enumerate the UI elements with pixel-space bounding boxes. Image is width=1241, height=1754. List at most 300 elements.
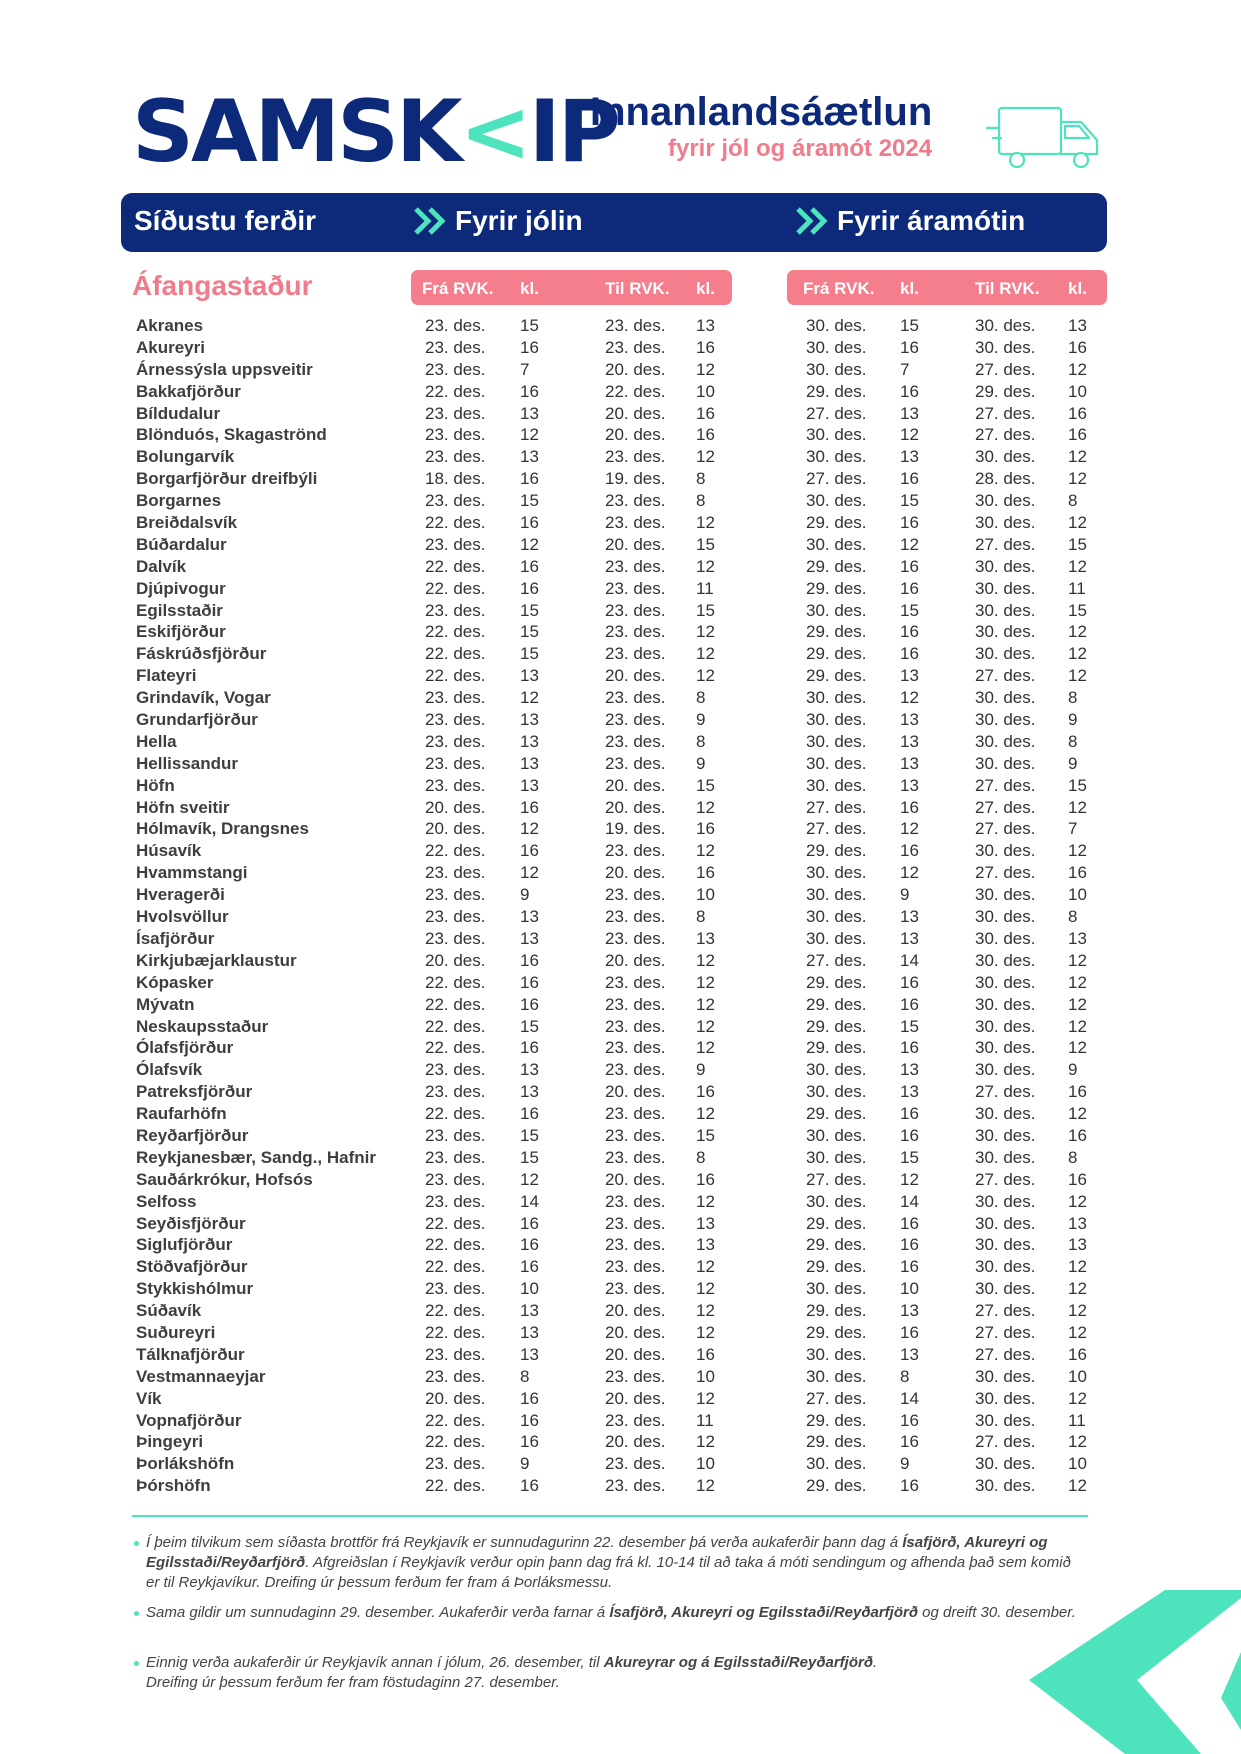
cell-to-rvk-time: 12 — [1068, 1476, 1087, 1496]
cell-from-rvk-date: 23. des. — [425, 1169, 486, 1189]
cell-to-rvk-time: 8 — [1068, 688, 1078, 708]
cell-from-rvk-time: 16 — [900, 1104, 919, 1124]
cell-to-rvk-time: 16 — [696, 403, 715, 423]
cell-to-rvk-date: 30. des. — [975, 1191, 1036, 1211]
cell-from-rvk-date: 30. des. — [806, 1125, 867, 1145]
cell-to-rvk-date: 27. des. — [975, 1301, 1036, 1321]
cell-destination: Ísafjörður — [136, 928, 215, 948]
cell-from-rvk-date: 22. des. — [425, 1410, 486, 1430]
cell-to-rvk-date: 27. des. — [975, 666, 1036, 686]
cell-to-rvk-time: 12 — [1068, 447, 1087, 467]
cell-to-rvk-time: 11 — [696, 1410, 714, 1430]
cell-to-rvk-date: 30. des. — [975, 556, 1036, 576]
cell-to-rvk-time: 16 — [1068, 1169, 1087, 1189]
cell-destination: Borgarfjörður dreifbýli — [136, 469, 318, 489]
cell-to-rvk-time: 12 — [696, 994, 715, 1014]
note-emphasis: Ísafjörð, Akureyri og Egilsstaði/Reyðarfjörð — [609, 1604, 918, 1621]
destination-header: Áfangastaður — [132, 270, 313, 301]
cell-from-rvk-time: 16 — [520, 513, 539, 533]
cell-to-rvk-date: 30. des. — [975, 1388, 1036, 1408]
cell-from-rvk-date: 22. des. — [425, 578, 486, 598]
cell-destination: Hveragerði — [136, 885, 225, 905]
cell-destination: Grindavík, Vogar — [136, 688, 271, 708]
cell-to-rvk-time: 10 — [696, 885, 715, 905]
cell-to-rvk-date: 23. des. — [605, 644, 666, 664]
cell-from-rvk-time: 12 — [520, 819, 539, 839]
cell-from-rvk-time: 16 — [520, 1257, 539, 1277]
note-text: . Afgreiðslan í Reykjavík verður opin þann dag frá kl. 10-14 til að taka á móti sendingum og afhenda það sem komið er til Reykjavíkur. Dreifing úr þessum ferðum fer fram á Þorláksmessu. — [146, 1554, 1071, 1591]
cell-to-rvk-time: 10 — [696, 1454, 715, 1474]
last-trips-label: Síðustu ferðir — [134, 205, 317, 236]
cell-from-rvk-date: 30. des. — [806, 731, 867, 751]
cell-destination: Ólafsfjörður — [136, 1038, 234, 1058]
table-row — [0, 928, 1241, 950]
cell-from-rvk-date: 23. des. — [425, 447, 486, 467]
cell-to-rvk-time: 12 — [696, 1279, 715, 1299]
cell-to-rvk-date: 20. des. — [605, 1322, 666, 1342]
cell-from-rvk-time: 8 — [900, 1366, 910, 1386]
cell-to-rvk-date: 30. des. — [975, 928, 1036, 948]
cell-to-rvk-time: 12 — [1068, 556, 1087, 576]
footnote — [146, 1533, 1086, 1593]
cell-to-rvk-time: 13 — [1068, 1213, 1087, 1233]
cell-from-rvk-time: 16 — [900, 644, 919, 664]
cell-to-rvk-date: 27. des. — [975, 359, 1036, 379]
cell-from-rvk-time: 13 — [900, 447, 919, 467]
cell-from-rvk-date: 22. des. — [425, 1016, 486, 1036]
cell-from-rvk-date: 29. des. — [806, 666, 867, 686]
cell-from-rvk-time: 12 — [900, 863, 919, 883]
cell-to-rvk-time: 12 — [696, 950, 715, 970]
cell-from-rvk-time: 13 — [900, 1344, 919, 1364]
cell-to-rvk-date: 23. des. — [605, 1038, 666, 1058]
cell-to-rvk-time: 12 — [696, 797, 715, 817]
cell-from-rvk-date: 30. des. — [806, 1344, 867, 1364]
cell-from-rvk-date: 20. des. — [425, 1388, 486, 1408]
cell-from-rvk-date: 23. des. — [425, 885, 486, 905]
note-text: Í þeim tilvikum sem síðasta brottför frá Reykjavík er sunnudagurinn 22. desember þá verða aukaferðir þann dag á — [146, 1534, 903, 1551]
table-row — [0, 359, 1241, 381]
cell-to-rvk-time: 12 — [1068, 1322, 1087, 1342]
cell-destination: Akranes — [136, 316, 204, 335]
table-row — [0, 1322, 1241, 1344]
cell-to-rvk-date: 23. des. — [605, 1060, 666, 1080]
table-row — [0, 1103, 1241, 1125]
table-row — [0, 621, 1241, 643]
cell-from-rvk-date: 27. des. — [806, 1169, 867, 1189]
cell-to-rvk-date: 23. des. — [605, 1410, 666, 1430]
cell-to-rvk-time: 12 — [1068, 666, 1087, 686]
cell-from-rvk-date: 29. des. — [806, 578, 867, 598]
table-row — [0, 600, 1241, 622]
table-row — [0, 534, 1241, 556]
cell-from-rvk-time: 13 — [520, 710, 539, 730]
cell-from-rvk-date: 30. des. — [806, 1060, 867, 1080]
cell-destination: Tálknafjörður — [136, 1344, 245, 1364]
cell-from-rvk-date: 23. des. — [425, 600, 486, 620]
cell-from-rvk-time: 16 — [900, 994, 919, 1014]
cell-from-rvk-date: 23. des. — [425, 359, 486, 379]
col-to-rvk: Til RVK. — [605, 279, 670, 298]
table-row — [0, 556, 1241, 578]
cell-destination: Bakkafjörður — [136, 381, 241, 401]
cell-from-rvk-date: 27. des. — [806, 403, 867, 423]
cell-from-rvk-time: 13 — [900, 1301, 919, 1321]
cell-from-rvk-date: 30. des. — [806, 534, 867, 554]
cell-to-rvk-date: 30. des. — [975, 316, 1036, 335]
cell-from-rvk-time: 16 — [520, 1432, 539, 1452]
table-row — [0, 424, 1241, 446]
cell-to-rvk-date: 23. des. — [605, 513, 666, 533]
cell-to-rvk-time: 12 — [696, 841, 715, 861]
cell-from-rvk-time: 12 — [900, 1169, 919, 1189]
cell-to-rvk-time: 12 — [1068, 841, 1087, 861]
cell-from-rvk-date: 29. des. — [806, 644, 867, 664]
cell-from-rvk-date: 30. des. — [806, 863, 867, 883]
cell-destination: Raufarhöfn — [136, 1104, 227, 1124]
cell-to-rvk-date: 23. des. — [605, 578, 666, 598]
cell-to-rvk-date: 30. des. — [975, 600, 1036, 620]
cell-destination: Dalvík — [136, 556, 187, 576]
table-row — [0, 643, 1241, 665]
cell-to-rvk-time: 10 — [1068, 885, 1087, 905]
cell-to-rvk-time: 12 — [1068, 797, 1087, 817]
cell-to-rvk-time: 12 — [696, 1104, 715, 1124]
cell-destination: Egilsstaðir — [136, 600, 223, 620]
note-bullet — [134, 1611, 139, 1616]
cell-to-rvk-date: 23. des. — [605, 1213, 666, 1233]
divider — [132, 1515, 1088, 1517]
cell-from-rvk-time: 13 — [520, 666, 539, 686]
cell-to-rvk-time: 13 — [1068, 316, 1087, 335]
cell-from-rvk-date: 22. des. — [425, 666, 486, 686]
cell-destination: Suðureyri — [136, 1322, 216, 1342]
cell-from-rvk-date: 22. des. — [425, 994, 486, 1014]
cell-from-rvk-date: 23. des. — [425, 1279, 486, 1299]
cell-to-rvk-time: 9 — [696, 753, 706, 773]
cell-from-rvk-date: 30. des. — [806, 600, 867, 620]
cell-to-rvk-time: 12 — [696, 644, 715, 664]
cell-to-rvk-time: 12 — [696, 1476, 715, 1496]
cell-to-rvk-date: 27. des. — [975, 1322, 1036, 1342]
cell-to-rvk-time: 9 — [696, 1060, 706, 1080]
table-row — [0, 1344, 1241, 1366]
cell-destination: Siglufjörður — [136, 1235, 233, 1255]
cell-to-rvk-time: 10 — [1068, 381, 1087, 401]
cell-from-rvk-date: 30. des. — [806, 688, 867, 708]
cell-from-rvk-date: 23. des. — [425, 1082, 486, 1102]
cell-from-rvk-date: 29. des. — [806, 381, 867, 401]
cell-from-rvk-date: 29. des. — [806, 556, 867, 576]
cell-to-rvk-date: 23. des. — [605, 1191, 666, 1211]
cell-from-rvk-time: 16 — [900, 1213, 919, 1233]
cell-to-rvk-time: 12 — [1068, 950, 1087, 970]
note-emphasis: Akureyrar og á Egilsstaði/Reyðarfjörð — [603, 1654, 873, 1671]
cell-from-rvk-date: 30. des. — [806, 1082, 867, 1102]
table-row — [0, 1278, 1241, 1300]
cell-from-rvk-date: 20. des. — [425, 819, 486, 839]
table-row — [0, 753, 1241, 775]
cell-to-rvk-date: 27. des. — [975, 1344, 1036, 1364]
cell-to-rvk-date: 27. des. — [975, 819, 1036, 839]
cell-from-rvk-time: 9 — [900, 1454, 910, 1474]
cell-from-rvk-time: 16 — [520, 1388, 539, 1408]
col-time: kl. — [900, 279, 919, 298]
cell-to-rvk-date: 30. des. — [975, 753, 1036, 773]
table-row — [0, 1300, 1241, 1322]
cell-to-rvk-date: 30. des. — [975, 710, 1036, 730]
cell-destination: Hvammstangi — [136, 863, 248, 883]
cell-from-rvk-time: 15 — [520, 622, 539, 642]
cell-from-rvk-date: 29. des. — [806, 972, 867, 992]
cell-to-rvk-date: 30. des. — [975, 447, 1036, 467]
table-row — [0, 1016, 1241, 1038]
cell-from-rvk-time: 16 — [900, 381, 919, 401]
cell-to-rvk-date: 27. des. — [975, 797, 1036, 817]
cell-to-rvk-date: 30. des. — [975, 1366, 1036, 1386]
cell-from-rvk-time: 15 — [520, 600, 539, 620]
cell-destination: Höfn — [136, 775, 175, 795]
cell-to-rvk-time: 12 — [1068, 359, 1087, 379]
cell-from-rvk-time: 16 — [900, 1125, 919, 1145]
cell-to-rvk-time: 12 — [696, 1038, 715, 1058]
cell-to-rvk-time: 12 — [1068, 1191, 1087, 1211]
cell-to-rvk-time: 16 — [696, 1344, 715, 1364]
cell-to-rvk-date: 19. des. — [605, 819, 666, 839]
cell-from-rvk-date: 22. des. — [425, 841, 486, 861]
cell-destination: Eskifjörður — [136, 622, 226, 642]
cell-destination: Neskaupsstaður — [136, 1016, 269, 1036]
cell-from-rvk-time: 13 — [520, 1082, 539, 1102]
cell-from-rvk-date: 23. des. — [425, 316, 486, 335]
cell-from-rvk-time: 16 — [520, 797, 539, 817]
cell-from-rvk-time: 12 — [520, 1169, 539, 1189]
cell-from-rvk-time: 16 — [900, 972, 919, 992]
section-bar — [121, 193, 1107, 252]
table-row — [0, 884, 1241, 906]
cell-from-rvk-time: 12 — [900, 425, 919, 445]
cell-from-rvk-time: 16 — [900, 1410, 919, 1430]
table-row — [0, 731, 1241, 753]
cell-from-rvk-date: 23. des. — [425, 1366, 486, 1386]
cell-to-rvk-date: 23. des. — [605, 885, 666, 905]
cell-to-rvk-date: 27. des. — [975, 425, 1036, 445]
table-row — [0, 490, 1241, 512]
cell-from-rvk-date: 29. des. — [806, 1038, 867, 1058]
table-row — [0, 950, 1241, 972]
cell-to-rvk-time: 15 — [696, 534, 715, 554]
table-row — [0, 1147, 1241, 1169]
cell-from-rvk-time: 16 — [900, 1476, 919, 1496]
cell-from-rvk-date: 22. des. — [425, 1476, 486, 1496]
truck-icon — [985, 100, 1103, 170]
cell-destination: Patreksfjörður — [136, 1082, 253, 1102]
cell-to-rvk-date: 20. des. — [605, 1388, 666, 1408]
cell-to-rvk-time: 11 — [1068, 578, 1086, 598]
cell-destination: Kirkjubæjarklaustur — [136, 950, 297, 970]
cell-to-rvk-date: 23. des. — [605, 972, 666, 992]
cell-from-rvk-time: 16 — [900, 1322, 919, 1342]
cell-to-rvk-date: 23. des. — [605, 841, 666, 861]
table-row — [0, 994, 1241, 1016]
cell-to-rvk-time: 8 — [696, 491, 706, 511]
cell-from-rvk-date: 23. des. — [425, 1147, 486, 1167]
cell-to-rvk-time: 12 — [1068, 1104, 1087, 1124]
table-row — [0, 1256, 1241, 1278]
cell-to-rvk-date: 20. des. — [605, 863, 666, 883]
cell-to-rvk-date: 23. des. — [605, 1235, 666, 1255]
cell-to-rvk-time: 12 — [1068, 994, 1087, 1014]
table-row — [0, 1453, 1241, 1475]
decorative-chevrons — [1025, 1590, 1241, 1754]
cell-from-rvk-date: 29. des. — [806, 1213, 867, 1233]
cell-to-rvk-time: 16 — [1068, 1125, 1087, 1145]
table-row — [0, 775, 1241, 797]
cell-to-rvk-time: 16 — [1068, 1344, 1087, 1364]
cell-to-rvk-date: 30. des. — [975, 578, 1036, 598]
cell-to-rvk-date: 23. des. — [605, 710, 666, 730]
cell-from-rvk-date: 23. des. — [425, 1454, 486, 1474]
cell-destination: Hellissandur — [136, 753, 239, 773]
cell-to-rvk-date: 20. des. — [605, 359, 666, 379]
cell-from-rvk-time: 16 — [900, 797, 919, 817]
cell-to-rvk-date: 23. des. — [605, 731, 666, 751]
cell-from-rvk-date: 22. des. — [425, 1235, 486, 1255]
samskip-logo — [132, 82, 618, 182]
cell-from-rvk-time: 15 — [900, 316, 919, 335]
cell-from-rvk-time: 9 — [520, 1454, 530, 1474]
cell-to-rvk-time: 12 — [696, 447, 715, 467]
cell-to-rvk-date: 22. des. — [605, 381, 666, 401]
cell-to-rvk-date: 20. des. — [605, 775, 666, 795]
cell-to-rvk-date: 23. des. — [605, 994, 666, 1014]
cell-from-rvk-date: 29. des. — [806, 1016, 867, 1036]
table-row — [0, 578, 1241, 600]
col-time: kl. — [696, 279, 715, 298]
cell-from-rvk-time: 15 — [520, 644, 539, 664]
cell-to-rvk-date: 19. des. — [605, 469, 666, 489]
cell-to-rvk-date: 20. des. — [605, 797, 666, 817]
cell-from-rvk-date: 30. des. — [806, 1279, 867, 1299]
cell-from-rvk-time: 10 — [520, 1279, 539, 1299]
cell-from-rvk-date: 22. des. — [425, 556, 486, 576]
note-text: Dreifing úr þessum ferðum fer fram föstudaginn 27. desember. — [146, 1674, 560, 1691]
cell-to-rvk-time: 10 — [1068, 1454, 1087, 1474]
cell-to-rvk-date: 27. des. — [975, 1082, 1036, 1102]
cell-to-rvk-date: 20. des. — [605, 950, 666, 970]
cell-destination: Seyðisfjörður — [136, 1213, 246, 1233]
cell-to-rvk-date: 30. des. — [975, 513, 1036, 533]
cell-from-rvk-time: 16 — [520, 556, 539, 576]
cell-from-rvk-time: 16 — [520, 1235, 539, 1255]
cell-destination: Blönduós, Skagaströnd — [136, 425, 327, 445]
cell-from-rvk-date: 30. des. — [806, 1191, 867, 1211]
cell-to-rvk-date: 30. des. — [975, 491, 1036, 511]
cell-to-rvk-time: 12 — [696, 1388, 715, 1408]
cell-from-rvk-date: 27. des. — [806, 950, 867, 970]
table-row — [0, 1037, 1241, 1059]
cell-destination: Vopnafjörður — [136, 1410, 242, 1430]
cell-from-rvk-date: 29. des. — [806, 841, 867, 861]
cell-to-rvk-time: 13 — [696, 1235, 715, 1255]
cell-to-rvk-date: 30. des. — [975, 1016, 1036, 1036]
cell-to-rvk-time: 12 — [1068, 1279, 1087, 1299]
logo-accent: < — [459, 82, 529, 182]
cell-to-rvk-time: 15 — [696, 1125, 715, 1145]
cell-from-rvk-date: 23. des. — [425, 688, 486, 708]
cell-from-rvk-date: 30. des. — [806, 753, 867, 773]
cell-to-rvk-date: 30. des. — [975, 644, 1036, 664]
cell-to-rvk-time: 12 — [1068, 644, 1087, 664]
cell-from-rvk-time: 16 — [520, 1213, 539, 1233]
table-row — [0, 665, 1241, 687]
cell-from-rvk-date: 30. des. — [806, 316, 867, 335]
cell-from-rvk-time: 15 — [520, 491, 539, 511]
note-emphasis: Ísafjörð, Akureyri og Egilsstaði/Reyðarfjörð — [146, 1534, 1048, 1571]
cell-to-rvk-date: 27. des. — [975, 534, 1036, 554]
cell-to-rvk-date: 23. des. — [605, 1279, 666, 1299]
cell-to-rvk-time: 12 — [1068, 469, 1087, 489]
cell-to-rvk-date: 23. des. — [605, 622, 666, 642]
cell-destination: Mývatn — [136, 994, 195, 1014]
cell-from-rvk-time: 16 — [900, 469, 919, 489]
cell-from-rvk-date: 30. des. — [806, 337, 867, 357]
cell-from-rvk-time: 13 — [520, 1060, 539, 1080]
cell-destination: Kópasker — [136, 972, 214, 992]
table-row — [0, 1388, 1241, 1410]
cell-from-rvk-time: 13 — [520, 403, 539, 423]
cell-from-rvk-time: 15 — [900, 1016, 919, 1036]
table-row — [0, 381, 1241, 403]
cell-destination: Bolungarvík — [136, 447, 235, 467]
cell-from-rvk-date: 30. des. — [806, 425, 867, 445]
cell-from-rvk-date: 23. des. — [425, 863, 486, 883]
cell-to-rvk-time: 9 — [1068, 753, 1078, 773]
cell-from-rvk-date: 23. des. — [425, 403, 486, 423]
cell-from-rvk-date: 29. des. — [806, 994, 867, 1014]
cell-to-rvk-time: 16 — [696, 863, 715, 883]
cell-to-rvk-date: 27. des. — [975, 775, 1036, 795]
cell-from-rvk-time: 16 — [520, 1038, 539, 1058]
cell-to-rvk-time: 13 — [696, 1213, 715, 1233]
cell-from-rvk-time: 13 — [900, 775, 919, 795]
note-text: Einnig verða aukaferðir úr Reykjavík annan í jólum, 26. desember, til — [146, 1654, 604, 1671]
cell-to-rvk-time: 15 — [1068, 775, 1087, 795]
cell-to-rvk-date: 27. des. — [975, 1432, 1036, 1452]
newyear-heading: Fyrir áramótin — [837, 205, 1026, 236]
table-row — [0, 1125, 1241, 1147]
cell-to-rvk-time: 8 — [696, 907, 706, 927]
cell-from-rvk-time: 16 — [520, 1410, 539, 1430]
cell-to-rvk-time: 12 — [696, 513, 715, 533]
cell-to-rvk-time: 11 — [696, 578, 714, 598]
cell-from-rvk-time: 15 — [520, 1016, 539, 1036]
cell-to-rvk-date: 23. des. — [605, 316, 666, 335]
cell-to-rvk-date: 30. des. — [975, 1454, 1036, 1474]
col-from-rvk: Frá RVK. — [803, 279, 875, 298]
cell-from-rvk-time: 13 — [900, 1060, 919, 1080]
cell-to-rvk-date: 20. des. — [605, 1432, 666, 1452]
cell-from-rvk-time: 14 — [900, 950, 919, 970]
cell-to-rvk-date: 30. des. — [975, 950, 1036, 970]
cell-from-rvk-date: 18. des. — [425, 469, 486, 489]
cell-destination: Djúpivogur — [136, 578, 226, 598]
cell-to-rvk-date: 30. des. — [975, 1038, 1036, 1058]
cell-from-rvk-date: 29. des. — [806, 1104, 867, 1124]
cell-from-rvk-time: 13 — [900, 907, 919, 927]
cell-from-rvk-date: 22. des. — [425, 1432, 486, 1452]
cell-to-rvk-date: 29. des. — [975, 381, 1036, 401]
